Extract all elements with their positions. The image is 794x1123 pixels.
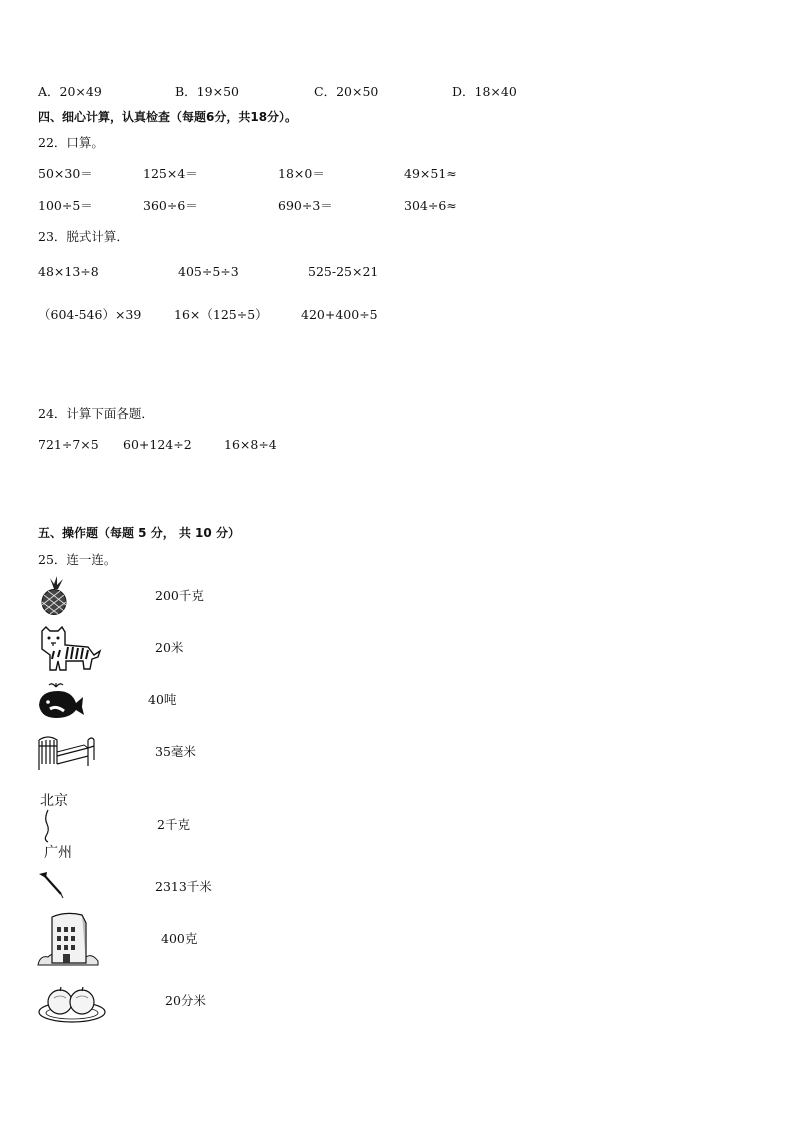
q23-label: 23．脱式计算． [38, 229, 129, 244]
unit-label: 2313千米 [155, 879, 212, 894]
nail-icon [36, 870, 66, 900]
unit-label: 35毫米 [155, 744, 196, 759]
q22-item: 125×4＝ [143, 166, 198, 181]
unit-label: 200千克 [155, 588, 204, 603]
q22-item: 100÷5＝ [38, 198, 93, 213]
beijing-guangzhou-route-icon [36, 788, 84, 860]
q23-item: 420+400÷5 [301, 307, 378, 322]
fruit-plate-icon [36, 982, 108, 1024]
map-label-top: 北京 [40, 793, 68, 809]
q23-item: 16×（125÷5） [174, 307, 268, 322]
whale-icon [36, 681, 86, 721]
q24-label: 24．计算下面各题． [38, 406, 154, 421]
q24-item: 16×8÷4 [224, 437, 277, 452]
q22-item: 690÷3＝ [278, 198, 333, 213]
tiger-icon [36, 625, 102, 673]
choice-c: C．20×50 [314, 84, 379, 99]
q22-label: 22．口算。 [38, 135, 104, 150]
q24-item: 60+124÷2 [123, 437, 192, 452]
q23-item: 405÷5÷3 [178, 264, 239, 279]
choice-a: A．20×49 [38, 84, 102, 99]
building-icon [36, 911, 100, 967]
unit-label: 40吨 [148, 692, 177, 707]
section4-heading: 四、细心计算，认真检查（每题6分，共18分）。 [38, 110, 298, 124]
map-label-bottom: 广州 [44, 845, 72, 861]
q25-label: 25．连一连。 [38, 552, 117, 567]
unit-label: 2千克 [157, 817, 190, 832]
q22-item: 304÷6≈ [404, 198, 457, 213]
q23-item: 525-25×21 [308, 264, 379, 279]
pineapple-icon [36, 575, 72, 615]
choice-d: D．18×40 [452, 84, 517, 99]
bed-icon [36, 728, 96, 772]
q22-item: 360÷6＝ [143, 198, 198, 213]
q23-item: （604-546）×39 [38, 307, 142, 322]
q24-item: 721÷7×5 [38, 437, 99, 452]
q23-item: 48×13÷8 [38, 264, 99, 279]
choice-b: B．19×50 [175, 84, 239, 99]
q22-item: 49×51≈ [404, 166, 457, 181]
section5-heading: 五、操作题（每题 5 分， 共 10 分） [38, 526, 240, 540]
unit-label: 400克 [161, 931, 198, 946]
unit-label: 20米 [155, 640, 184, 655]
q22-item: 18×0＝ [278, 166, 325, 181]
q22-item: 50×30＝ [38, 166, 93, 181]
unit-label: 20分米 [165, 993, 206, 1008]
